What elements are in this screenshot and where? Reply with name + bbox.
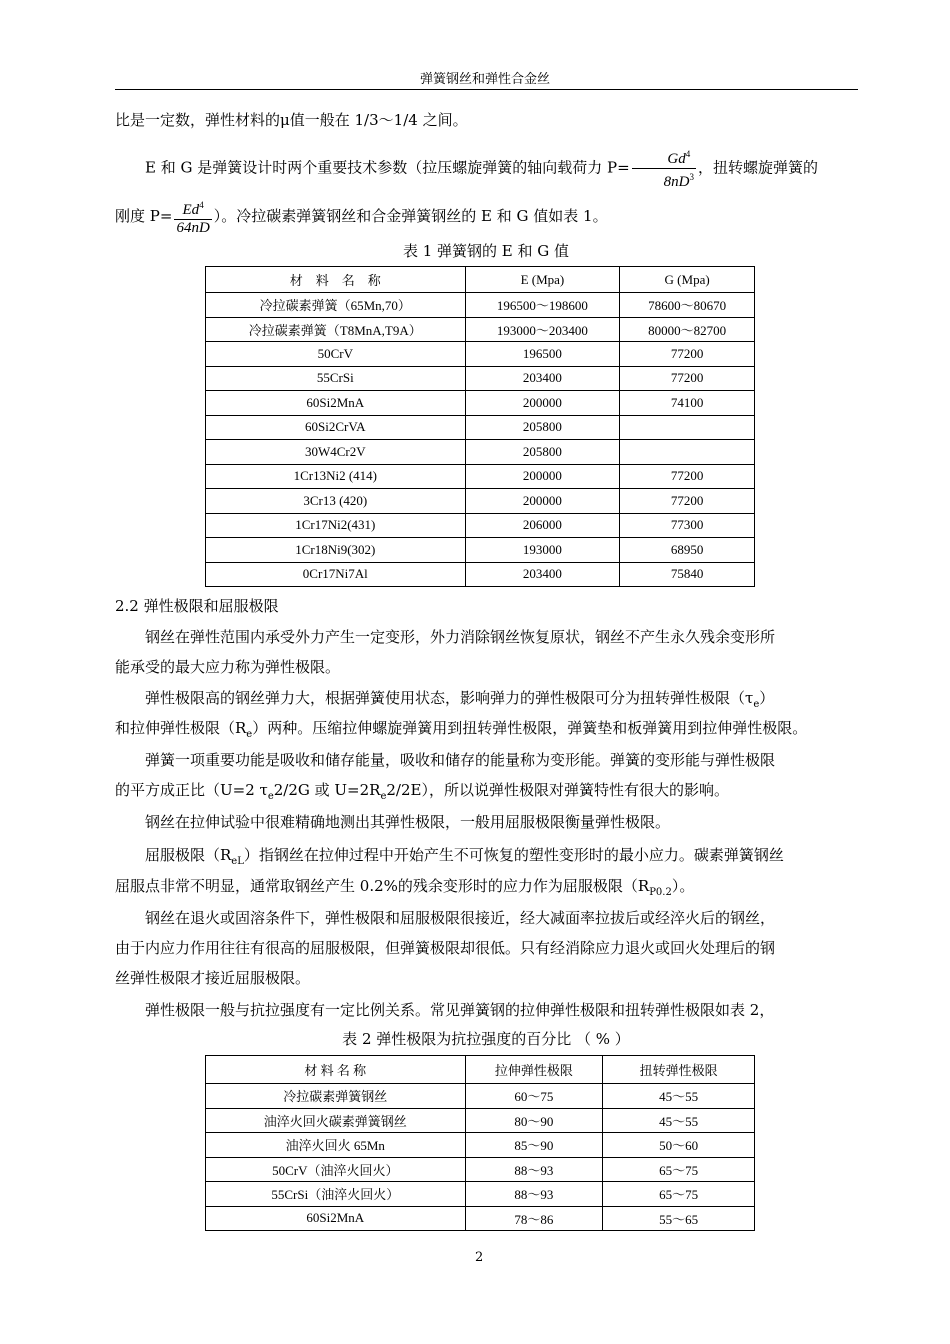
table-cell: 65～75 [603,1182,755,1207]
table-cell: 200000 [465,464,620,489]
table-row [206,293,755,318]
table-cell: 206000 [465,513,620,538]
subscript: eL [231,856,244,867]
table-cell: 油淬火回火碳素弹簧钢丝 [206,1108,466,1133]
formula-numerator: Ed [182,202,200,218]
table-cell: 65～75 [603,1157,755,1182]
table-row [206,464,755,489]
text-run: 弹性极限高的钢丝弹力大，根据弹簧使用状态，影响弹力的弹性极限可分为扭转弹性极限（τ [145,689,754,707]
text-run: ，扭转螺旋弹簧的 [698,158,819,177]
table-row [206,1182,755,1207]
table-cell: 45～55 [603,1084,755,1109]
table-cell: 30W4Cr2V [206,440,466,465]
table1-header-cell: E (Mpa) [465,267,620,293]
table-cell: 78～86 [465,1206,603,1231]
table-cell: 油淬火回火 65Mn [206,1133,466,1158]
table-cell [620,415,755,440]
header-rule [115,89,858,90]
paragraph-line: 弹性极限一般与抗拉强度有一定比例关系。常见弹簧钢的拉伸弹性极限和扭转弹性极限如表 2， [145,1001,775,1019]
table-cell: 196500～198600 [465,293,620,318]
table-cell: 203400 [465,562,620,587]
table-cell: 冷拉碳素弹簧（65Mn,70） [206,293,466,318]
table1-header-cell: 材 料 名 称 [206,267,466,293]
table-row [206,440,755,465]
table2-header-cell: 材 料 名 称 [206,1056,466,1084]
table-cell: 55～65 [603,1206,755,1231]
table-cell: 74100 [620,391,755,416]
table-cell: 85～90 [465,1133,603,1158]
formula-exponent: 4 [199,200,204,210]
table-cell: 80～90 [465,1108,603,1133]
table-cell: 205800 [465,440,620,465]
table-row [206,513,755,538]
table2 [205,1055,755,1231]
text-run: 刚度 P= [115,207,173,225]
table-cell: 77200 [620,342,755,367]
table-cell: 193000 [465,538,620,563]
paragraph-line: 能承受的最大应力称为弹性极限。 [115,658,341,676]
text-run: 和拉伸弹性极限（R [115,719,247,737]
table-cell: 1Cr17Ni2(431) [206,513,466,538]
paragraph-line: 由于内应力作用往往有很高的屈服极限，但弹簧极限却很低。只有经消除应力退火或回火处理后的钢 [115,939,776,957]
section-heading: 2.2 弹性极限和屈服极限 [115,597,279,615]
table-cell: 45～55 [603,1108,755,1133]
table-row [206,1206,755,1231]
paragraph-line [115,197,857,237]
subscript: e [246,729,253,740]
table1 [205,266,755,587]
table-row [206,1084,755,1109]
table-cell: 75840 [620,562,755,587]
text-run: ）两种。压缩拉伸螺旋弹簧用到扭转弹性极限，弹簧垫和板弹簧用到拉伸弹性极限。 [252,719,808,737]
subscript: e [380,791,387,802]
running-header: 弹簧钢丝和弹性合金丝 [419,72,550,87]
table-cell: 77200 [620,489,755,514]
table1-header-cell: G (Mpa) [620,267,755,293]
table-cell: 60Si2MnA [206,1206,466,1231]
table-row [206,1133,755,1158]
table2-header-cell: 拉伸弹性极限 [465,1056,603,1084]
paragraph-line: 钢丝在退火或固溶条件下，弹性极限和屈服极限很接近，经大减面率拉拔后或经淬火后的钢丝， [145,909,776,927]
text-run: 屈服极限（R [145,846,232,864]
text-run: ）指钢丝在拉伸过程中开始产生不可恢复的塑性变形时的最小应力。碳素弹簧钢丝 [243,846,784,864]
paragraph-line [115,146,857,191]
table-cell: 205800 [465,415,620,440]
table-cell: 1Cr13Ni2 (414) [206,464,466,489]
table-cell: 203400 [465,366,620,391]
formula-fraction [632,146,696,191]
table1-caption: 表 1 弹簧钢的 E 和 G 值 [402,242,570,260]
text-run: ）。冷拉碳素弹簧钢丝和合金弹簧钢丝的 E 和 G 值如表 1。 [213,207,608,225]
text-run: ） [759,689,775,707]
paragraph-line [115,876,857,903]
table-cell: 50CrV [206,342,466,367]
text-run: 2/2G 或 U=2R [273,781,381,799]
text-run: 2/2E），所以说弹性极限对弹簧特性有很大的影响。 [386,781,729,799]
table-cell: 68950 [620,538,755,563]
table-cell: 0Cr17Ni7Al [206,562,466,587]
table-cell [620,440,755,465]
text-run: 的平方成正比（U=2 τ [115,781,268,799]
table2-caption: 表 2 弹性极限为抗拉强度的百分比 （ % ） [342,1030,630,1048]
formula-denominator: 8nD [663,174,690,190]
table-cell: 60～75 [465,1084,603,1109]
table-cell: 55CrSi [206,366,466,391]
table-cell: 60Si2MnA [206,391,466,416]
table-cell: 78600～80670 [620,293,755,318]
paragraph-line [115,718,857,745]
table-row [206,415,755,440]
table-cell: 77300 [620,513,755,538]
subscript: e [267,791,274,802]
table-cell: 193000～203400 [465,317,620,342]
table-cell: 196500 [465,342,620,367]
paragraph-line: 钢丝在弹性范围内承受外力产生一定变形，外力消除钢丝恢复原状，钢丝不产生永久残余变形所 [145,628,776,646]
table-row [206,366,755,391]
table-cell: 200000 [465,391,620,416]
table-cell: 1Cr18Ni9(302) [206,538,466,563]
table-row [206,1157,755,1182]
text-run: ）。 [671,877,695,895]
formula-exponent: 4 [685,149,691,159]
table-row [206,538,755,563]
table-cell: 冷拉碳素弹簧（T8MnA,T9A） [206,317,466,342]
table-cell: 50CrV（油淬火回火） [206,1157,466,1182]
formula-fraction [174,197,211,237]
paragraph-line: 弹簧一项重要功能是吸收和储存能量，吸收和储存的能量称为变形能。弹簧的变形能与弹性极限 [145,751,776,769]
table-cell: 88～93 [465,1157,603,1182]
subscript: P0.2 [649,887,672,898]
table-cell: 200000 [465,489,620,514]
table2-header-cell: 扭转弹性极限 [603,1056,755,1084]
table-row [206,1108,755,1133]
table-cell: 60Si2CrVA [206,415,466,440]
subscript: e [753,699,760,710]
formula-denominator: 64nD [176,220,210,236]
table-cell: 77200 [620,464,755,489]
paragraph-line: 钢丝在拉伸试验中很难精确地测出其弹性极限，一般用屈服极限衡量弹性极限。 [145,813,671,831]
table-cell: 80000～82700 [620,317,755,342]
table-cell: 50～60 [603,1133,755,1158]
table-cell: 冷拉碳素弹簧钢丝 [206,1084,466,1109]
table-cell: 55CrSi（油淬火回火） [206,1182,466,1207]
table-cell: 3Cr13 (420) [206,489,466,514]
paragraph-line [115,845,857,872]
table-row [206,317,755,342]
table-row [206,489,755,514]
table-row [206,342,755,367]
text-run: E 和 G 是弹簧设计时两个重要技术参数（拉压螺旋弹簧的轴向载荷力 P= [145,158,630,177]
table-cell: 77200 [620,366,755,391]
paragraph-line: 丝弹性极限才接近屈服极限。 [115,969,311,987]
table-row [206,562,755,587]
paragraph-line: 比是一定数，弹性材料的μ值一般在 1/3～1/4 之间。 [115,111,468,129]
page-number: 2 [475,1250,484,1265]
table-cell: 88～93 [465,1182,603,1207]
paragraph-line [115,780,857,807]
text-run: 屈服点非常不明显，通常取钢丝产生 0.2%的残余变形时的应力作为屈服极限（R [115,877,650,895]
paragraph-line [115,688,857,715]
table-row [206,391,755,416]
formula-exponent: 3 [689,172,695,182]
formula-numerator: Gd [667,151,686,167]
